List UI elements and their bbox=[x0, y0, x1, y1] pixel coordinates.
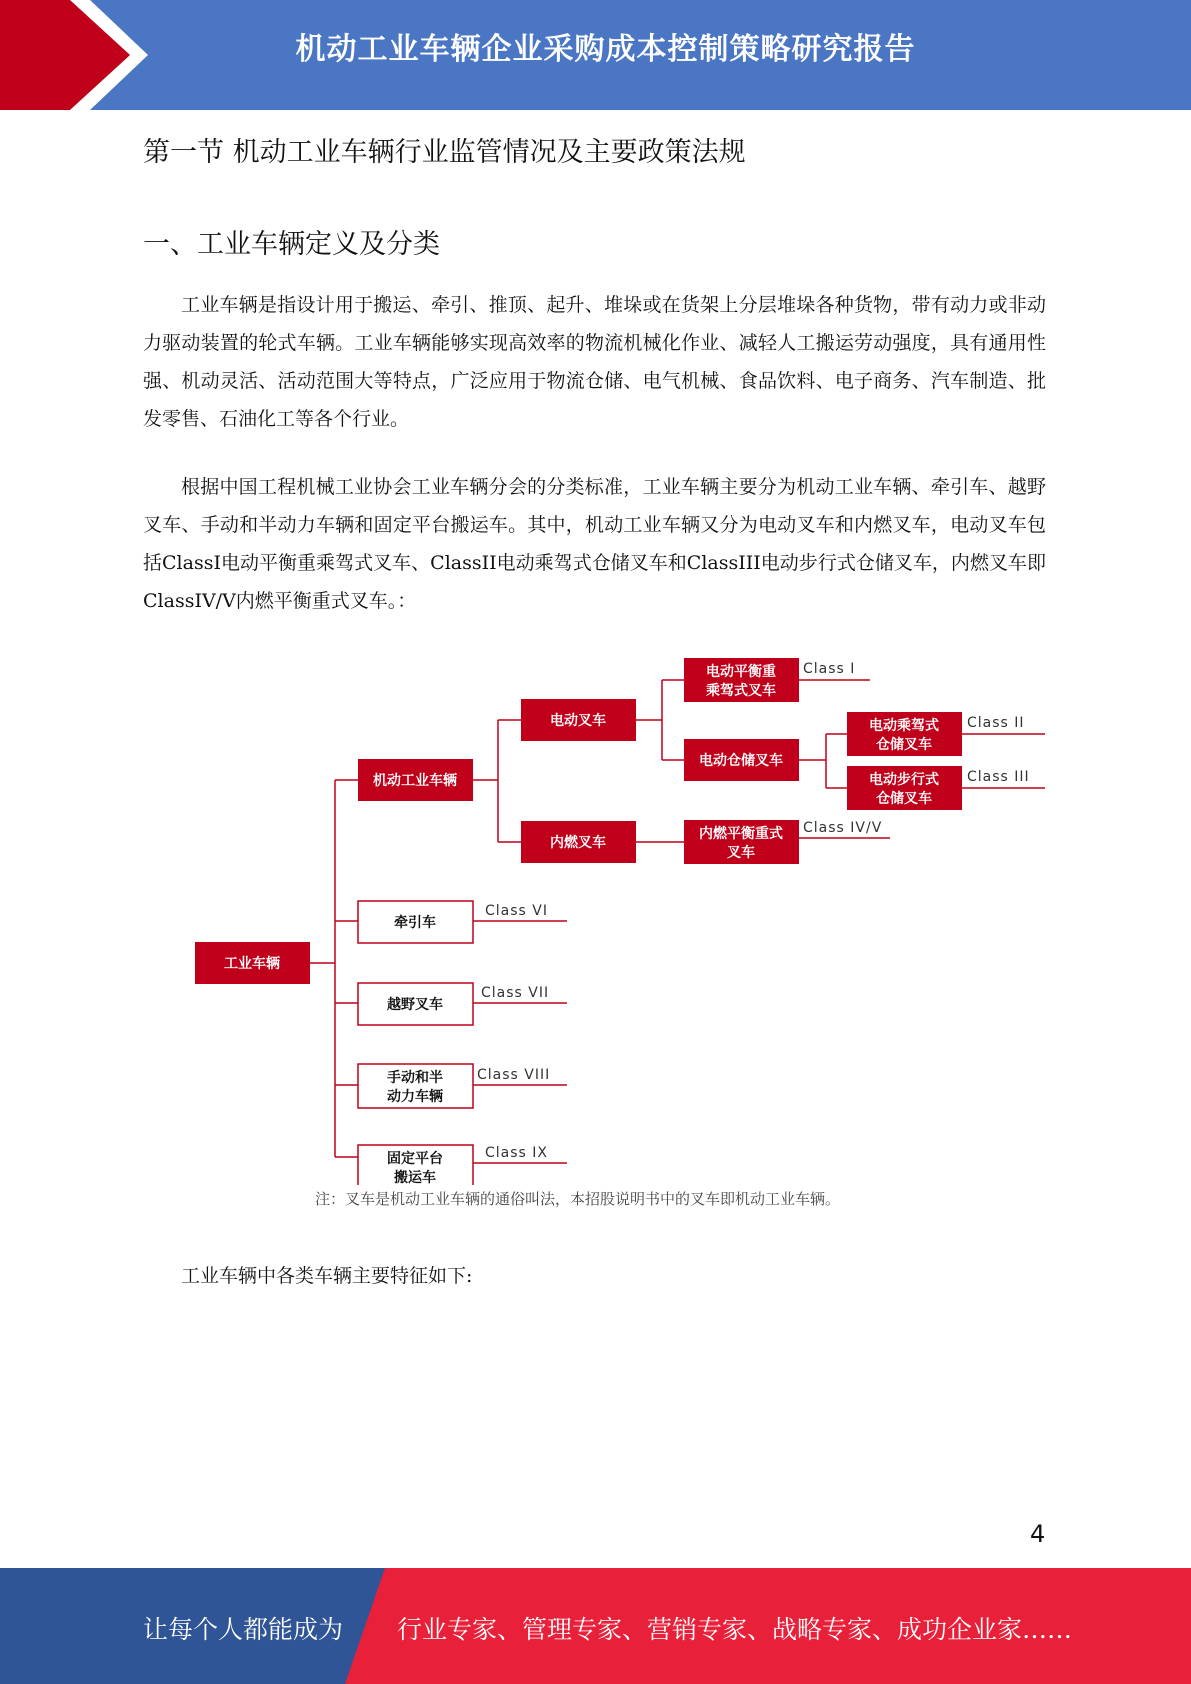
paragraph-classification: 根据中国工程机械工业协会工业车辆分会的分类标准，工业车辆主要分为机动工业车辆、牵引车、越野叉车、手动和半动力车辆和固定平台搬运车。其中，机动工业车辆又分为电动叉车和内燃叉车，电动叉车包括ClassI电动平衡重乘驾式叉车、ClassII电动乘驾式仓储叉车和ClassIII电动步行式仓储叉车，内燃叉车即ClassIV/V内燃平衡重式叉车。： bbox=[143, 476, 1046, 612]
node-ice bbox=[521, 821, 636, 863]
svg-text:内燃平衡重式: 内燃平衡重式 bbox=[699, 826, 783, 842]
svg-text:搬运车: 搬运车 bbox=[394, 1170, 436, 1185]
classification-diagram bbox=[190, 650, 1060, 1185]
paragraph-definition: 工业车辆是指设计用于搬运、牵引、推顶、起升、堆垛或在货架上分层堆垛各种货物，带有动力或非动力驱动装置的轮式车辆。工业车辆能够实现高效率的物流机械化作业、减轻人工搬运劳动强度，具有通用性强、机动灵活、活动范围大等特点，广泛应用于物流仓储、电气机械、食品饮料、电子商务、汽车制造、批发零售、石油化工等各个行业。 bbox=[143, 294, 1046, 430]
node-electric bbox=[521, 699, 636, 741]
class-label-viii: Class VIII bbox=[477, 1067, 551, 1083]
svg-text:叉车: 叉车 bbox=[727, 845, 755, 861]
svg-text:牵引车: 牵引车 bbox=[394, 915, 436, 931]
page-header bbox=[0, 0, 1191, 110]
sub-title: 一、工业车辆定义及分类 bbox=[143, 229, 440, 260]
page-footer bbox=[0, 1568, 1191, 1684]
svg-text:动力车辆: 动力车辆 bbox=[387, 1089, 443, 1105]
svg-text:手动和半: 手动和半 bbox=[387, 1070, 443, 1086]
svg-text:电动仓储叉车: 电动仓储叉车 bbox=[699, 753, 783, 769]
footer-slogan-left: 让每个人都能成为 bbox=[143, 1615, 344, 1644]
paragraph-features-intro: 工业车辆中各类车辆主要特征如下: bbox=[181, 1265, 473, 1287]
svg-text:乘驾式叉车: 乘驾式叉车 bbox=[706, 683, 776, 699]
class-label-ix: Class IX bbox=[485, 1145, 549, 1161]
class-label-i: Class I bbox=[803, 661, 856, 677]
node-tractor bbox=[358, 901, 473, 943]
svg-text:仓储叉车: 仓储叉车 bbox=[876, 737, 932, 753]
class-label-ii: Class II bbox=[967, 715, 1025, 731]
svg-text:内燃叉车: 内燃叉车 bbox=[550, 835, 606, 851]
node-motorized bbox=[358, 759, 473, 801]
node-electric-counterbalance bbox=[684, 658, 799, 702]
class-label-vi: Class VI bbox=[485, 903, 548, 919]
node-offroad bbox=[358, 983, 473, 1025]
svg-text:固定平台: 固定平台 bbox=[387, 1151, 443, 1167]
node-ice-counterbalance bbox=[684, 820, 799, 864]
svg-text:工业车辆: 工业车辆 bbox=[224, 956, 280, 972]
page-number: 4 bbox=[1030, 1520, 1046, 1548]
class-label-iv-v: Class IV/V bbox=[803, 820, 883, 836]
svg-text:电动平衡重: 电动平衡重 bbox=[706, 664, 776, 680]
svg-text:越野叉车: 越野叉车 bbox=[387, 997, 443, 1013]
footer-slogan-right: 行业专家、管理专家、营销专家、战略专家、成功企业家…… bbox=[397, 1615, 1073, 1644]
node-platform bbox=[358, 1145, 473, 1185]
node-root bbox=[195, 942, 310, 984]
section-title: 第一节 机动工业车辆行业监管情况及主要政策法规 bbox=[143, 137, 746, 168]
node-electric-ride bbox=[847, 712, 962, 756]
diagram-note: 注：叉车是机动工业车辆的通俗叫法，本招股说明书中的叉车即机动工业车辆。 bbox=[315, 1190, 841, 1208]
header-title: 机动工业车辆企业采购成本控制策略研究报告 bbox=[295, 32, 916, 67]
svg-text:仓储叉车: 仓储叉车 bbox=[876, 791, 932, 807]
svg-text:电动叉车: 电动叉车 bbox=[550, 713, 606, 729]
svg-text:机动工业车辆: 机动工业车辆 bbox=[373, 773, 457, 789]
node-electric-warehouse bbox=[684, 739, 799, 781]
node-manual bbox=[358, 1064, 473, 1108]
svg-text:电动步行式: 电动步行式 bbox=[869, 772, 939, 788]
node-electric-walk bbox=[847, 766, 962, 810]
class-label-vii: Class VII bbox=[481, 985, 550, 1001]
class-label-iii: Class III bbox=[967, 769, 1030, 785]
svg-text:电动乘驾式: 电动乘驾式 bbox=[869, 718, 939, 734]
